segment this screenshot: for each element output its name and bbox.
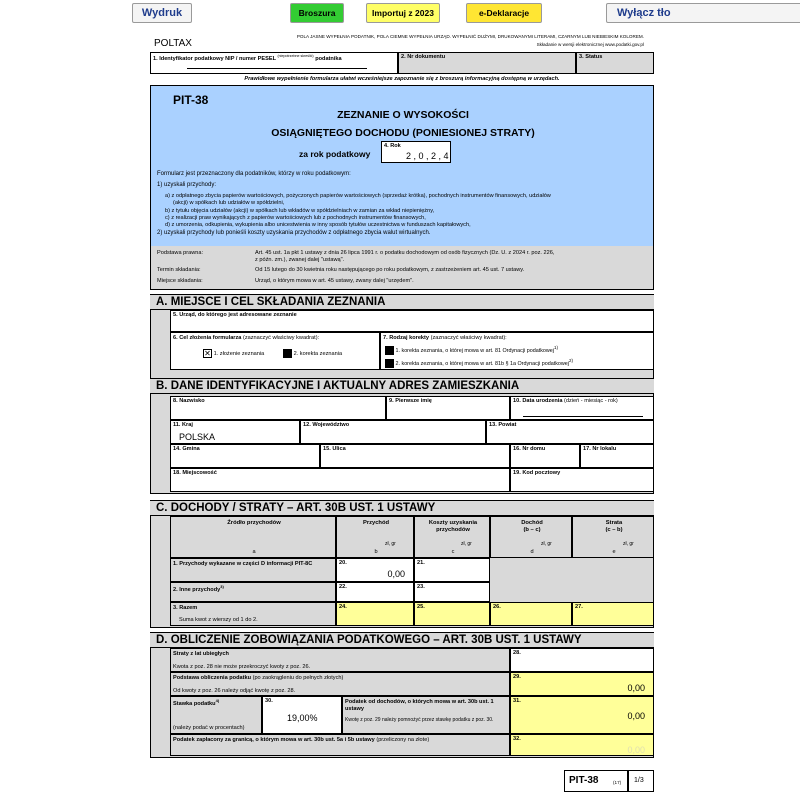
field-28[interactable] — [510, 648, 654, 672]
street-field[interactable] — [320, 444, 510, 468]
field-22-number: 22. — [339, 584, 347, 590]
row3-note: Suma kwot z wierszy od 1 do 2. — [179, 617, 258, 623]
year-value: 2 , 0 , 2 , 4 — [406, 151, 449, 161]
row2-label-cell — [170, 582, 336, 602]
field-30-value: 19,00% — [287, 713, 318, 723]
basis-label: Podstawa prawna: — [157, 250, 204, 256]
dochod-header-formula: (b – c) — [523, 527, 541, 533]
field-25-number: 25. — [417, 604, 425, 610]
correction-type-field — [380, 332, 654, 370]
section-d-title: D. OBLICZENIE ZOBOWIĄZANIA PODATKOWEGO – ART. 30B UST. 1 USTAWY — [150, 632, 654, 648]
surname-field[interactable] — [170, 396, 386, 420]
correction-81b-label: 2. korekta zeznania, o której mowa w art. 81b § 1a Ordynacji podatkowej — [395, 360, 569, 367]
checkbox-correction-81[interactable] — [385, 346, 394, 355]
field-29 — [510, 672, 654, 696]
col-source-header — [170, 516, 336, 558]
field-20-value: 0,00 — [387, 569, 405, 579]
field-27-number: 27. — [575, 604, 583, 610]
nip-pesel-field[interactable] — [150, 52, 398, 74]
municipality-field[interactable] — [170, 444, 320, 468]
strata-zl-gr: zł, gr — [623, 541, 634, 547]
poltax-label: POLTAX — [154, 38, 192, 49]
costs-zl-gr: zł, gr — [461, 541, 472, 547]
f11-label: 11. Kraj — [173, 422, 193, 428]
footer-code: PIT-38 — [569, 775, 599, 786]
basis-text-1: Art. 45 ust. 1a pkt 1 ustawy z dnia 26 lipca 1991 r. o podatku dochodowym od osób fizycznych (Dz. U. z 2024 r. poz. 226, — [255, 250, 555, 256]
pit38-form — [150, 28, 654, 800]
abroad-label: Podatek zapłacony za granicą, o którym mowa w art. 30b ust. 5a i 5b ustawy — [173, 737, 375, 743]
field-26-number: 26. — [493, 604, 501, 610]
f3-label: 3. Status — [579, 54, 603, 60]
rate-sup: 4) — [215, 698, 220, 703]
deadline-text: Od 15 lutego do 30 kwietnia roku następującego po roku podatkowym, z zastrzeżeniem art. 45 ust. 7 ustawy. — [255, 267, 525, 273]
row2-label: 2. Inne przychody — [173, 586, 221, 593]
col-income-header — [336, 516, 414, 558]
field-32-number: 32. — [513, 736, 521, 742]
intro-c: c) z realizacji praw wynikających z papierów wartościowych lub z pochodnych instrumentów finansowych, — [165, 215, 426, 221]
f1-label: 1. Identyfikator podatkowy NIP — [153, 55, 235, 62]
costs-header: Koszty uzyskania przychodów — [428, 520, 478, 534]
tax-label-cell — [342, 696, 510, 734]
field-23-number: 23. — [417, 584, 425, 590]
place-label: Miejsce składania: — [157, 278, 203, 284]
title-line2: OSIĄGNIĘTEGO DOCHODU (PONIESIONEJ STRATY) — [271, 127, 535, 139]
strata-header-formula: (c – b) — [605, 527, 623, 533]
place-text: Urząd, o którym mowa w art. 45 ustawy, zwany dalej "urzędem". — [255, 278, 414, 284]
footer-page: 1/3 — [634, 777, 644, 784]
legal-block — [150, 246, 654, 290]
fill-instructions: POLA JASNE WYPEŁNIA PODATNIK, POLA CIEMNE WYPEŁNIA URZĄD. WYPEŁNIĆ DUŻYMI, DRUKOWANYMI LITERAMI, CZARNYM LUB NIEBIESKIM KOLOREM. — [296, 34, 644, 39]
rate-label-cell — [170, 696, 262, 734]
country-value: POLSKA — [179, 432, 216, 442]
field-31-value: 0,00 — [627, 711, 645, 721]
loss-label: Straty z lat ubiegłych — [173, 651, 229, 657]
field-25 — [414, 602, 490, 626]
brochure-button[interactable]: Broszura — [290, 3, 344, 23]
f7-note: (zaznaczyć właściwy kwadrat): — [430, 335, 507, 341]
f10-note: (dzień - miesiąc - rok) — [564, 398, 618, 404]
tax-note: Kwotę z poz. 29 należy pomnożyć przez stawkę podatku z poz. 30. — [345, 717, 494, 723]
f6-note: (zaznaczyć właściwy kwadrat): — [242, 335, 320, 341]
f2-label: 2. Nr dokumentu — [401, 54, 446, 60]
correction-81b-sup: 2) — [569, 358, 574, 363]
form-code: PIT-38 — [173, 93, 209, 107]
field-28-number: 28. — [513, 650, 521, 656]
field-31 — [510, 696, 654, 734]
loss-label-cell — [170, 648, 510, 672]
abroad-note: (przeliczony na złote) — [376, 737, 430, 743]
section-b-title: B. DANE IDENTYFIKACYJNE I AKTUALNY ADRES ZAMIESZKANIA — [150, 378, 654, 394]
basis-text-2: z późn. zm.), zwanej dalej "ustawą". — [255, 257, 345, 263]
field-29-number: 29. — [513, 674, 521, 680]
f18-label: 18. Miejscowość — [173, 470, 217, 476]
checkbox-correction-81b[interactable] — [385, 359, 394, 368]
loss-note: Kwota z poz. 28 nie może przekroczyć kwoty z poz. 26. — [173, 664, 311, 670]
checkbox-correction[interactable] — [283, 349, 292, 358]
house-number-field[interactable] — [510, 444, 580, 468]
intro-d: d) z umorzenia, odkupienia, wykupienia albo unicestwienia w inny sposób tytułów uczestnictwa w funduszach kapitałowych, — [165, 222, 471, 228]
col-b-letter: b — [374, 549, 378, 555]
f7-label: 7. Rodzaj korekty — [383, 335, 430, 341]
f16-label: 16. Nr domu — [513, 446, 546, 452]
f4-label: 4. Rok — [384, 143, 401, 149]
intro-a2: (akcji) w spółkach lub udziałów w spółdzielni, — [173, 200, 285, 206]
col-a-letter: a — [252, 549, 256, 555]
checkbox-submission[interactable]: ✕ — [204, 349, 211, 358]
field-29-value: 0,00 — [627, 683, 645, 693]
section-a-title: A. MIEJSCE I CEL SKŁADANIA ZEZNANIA — [150, 294, 654, 310]
field-31-number: 31. — [513, 698, 521, 704]
field-20-number: 20. — [339, 560, 347, 566]
f14-label: 14. Gmina — [173, 446, 200, 452]
col-strata-header — [572, 516, 654, 558]
source-header: Źródło przychodów — [227, 520, 281, 526]
row1-label: 1. Przychody wykazane w części D informacji PIT-8C — [173, 561, 313, 567]
print-button[interactable]: Wydruk — [132, 3, 192, 23]
intro-lead: Formularz jest przeznaczony dla podatników, którzy w roku podatkowym: — [157, 171, 351, 177]
field-32[interactable] — [510, 734, 654, 756]
option-correction-label: 2. korekta zeznania — [293, 350, 343, 357]
year-field[interactable] — [381, 141, 451, 163]
e-declarations-button[interactable]: e-Deklaracje — [466, 3, 542, 23]
field-21-number: 21. — [417, 560, 425, 566]
f13-label: 13. Powiat — [489, 422, 517, 428]
country-field[interactable] — [170, 420, 300, 444]
status-field — [576, 52, 654, 74]
f8-label: 8. Nazwisko — [173, 398, 205, 404]
f9-label: 9. Pierwsze imię — [389, 398, 432, 404]
f17-label: 17. Nr lokalu — [583, 446, 617, 452]
f5-label: 5. Urząd, do którego jest adresowane zeznanie — [173, 312, 297, 318]
brochure-note: Prawidłowe wypełnienie formularza ułatwi wcześniejsze zapoznanie się z broszurą informacyjną dostępną w urzędach. — [244, 76, 560, 82]
section-c-title: C. DOCHODY / STRATY – ART. 30B UST. 1 USTAWY — [150, 500, 654, 516]
intro-p1: 1) uzyskali przychody: — [157, 182, 217, 188]
col-c-letter: c — [451, 549, 455, 555]
first-name-field[interactable] — [386, 396, 510, 420]
f6-label: 6. Cel złożenia formularza — [173, 335, 242, 341]
f1-note: (niepotrzebne skreślić) — [277, 54, 314, 58]
tax-office-field[interactable] — [170, 310, 654, 332]
rate-label: Stawka podatku — [173, 700, 216, 707]
import-button[interactable]: Importuj z 2023 — [366, 3, 440, 23]
f1-pesel: / numer PESEL — [235, 55, 276, 62]
apartment-number-field[interactable] — [580, 444, 654, 468]
field-21[interactable] — [414, 558, 490, 582]
row1-label-cell — [170, 558, 336, 582]
field-27 — [572, 602, 654, 626]
correction-81-label: 1. korekta zeznania, o której mowa w art. 81 Ordynacji podatkowej — [395, 347, 555, 354]
field-32-value: 0,00 — [627, 745, 645, 755]
postal-code-field[interactable] — [510, 468, 654, 492]
correction-81-sup: 1) — [554, 345, 559, 350]
col-dochod-header — [490, 516, 572, 558]
f19-label: 19. Kod pocztowy — [513, 470, 561, 476]
doc-number-field — [398, 52, 576, 74]
base-label-note: (po zaokrągleniu do pełnych złotych) — [252, 675, 344, 681]
deadline-label: Termin składania: — [157, 267, 201, 273]
abroad-label-cell — [170, 734, 510, 756]
f10-label: 10. Data urodzenia — [513, 398, 563, 404]
nip-digit-ticks — [187, 65, 367, 69]
base-label: Podstawa obliczenia podatku — [173, 675, 252, 681]
f12-label: 12. Województwo — [303, 422, 350, 428]
field-30[interactable] — [262, 696, 342, 734]
income-header: Przychód — [362, 520, 390, 526]
footer-page-cell — [628, 770, 654, 792]
f15-label: 15. Ulica — [323, 446, 346, 452]
field-24 — [336, 602, 414, 626]
field-23[interactable] — [414, 582, 490, 602]
row3-label: 3. Razem — [173, 605, 198, 611]
income-zl-gr: zł, gr — [385, 541, 396, 547]
col-costs-header — [414, 516, 490, 558]
intro-b: b) z tytułu objęcia udziałów (akcji) w spółkach lub wkładów w spółdzielniach w zamian za wkład niepieniężny, — [165, 208, 435, 214]
county-field[interactable] — [486, 420, 654, 444]
rate-note: (należy podać w procentach) — [173, 725, 245, 731]
purpose-field — [170, 332, 380, 370]
tax-year-label: za rok podatkowy — [299, 149, 371, 159]
col-d-letter: d — [530, 549, 534, 555]
disable-background-button[interactable]: Wyłącz tło — [606, 3, 800, 23]
dochod-zl-gr: zł, gr — [541, 541, 552, 547]
published-note: Składanie w wersji elektronicznej www.podatki.gov.pl — [536, 42, 644, 47]
footer-code-cell — [564, 770, 628, 792]
city-field[interactable] — [170, 468, 510, 492]
voivodeship-field[interactable] — [300, 420, 486, 444]
footer-version: (17) — [613, 780, 622, 785]
birth-date-ticks — [523, 413, 643, 417]
intro-a1: a) z odpłatnego zbycia papierów wartościowych, pożyczonych papierów wartościowych (sprzedaż krótka), pochodnych instrumentów finansowych, udziałów — [165, 193, 551, 199]
col-e-letter: e — [612, 549, 616, 555]
base-note: Od kwoty z poz. 26 należy odjąć kwotę z poz. 28. — [173, 688, 296, 694]
option-submission-label: 1. złożenie zeznania — [213, 350, 265, 357]
row2-sup: 3) — [220, 584, 224, 589]
field-24-number: 24. — [339, 604, 347, 610]
dochod-header: Dochód — [521, 520, 543, 526]
intro-p2: 2) uzyskali przychody lub ponieśli koszty uzyskania przychodów z odpłatnego zbycia walut wirtualnych. — [157, 230, 431, 236]
f1-suffix: podatnika — [315, 55, 342, 62]
tax-label: Podatek od dochodów, o których mowa w art. 30b ust. 1 ustawy — [345, 699, 494, 712]
title-line1: ZEZNANIE O WYSOKOŚCI — [337, 109, 469, 121]
field-22[interactable] — [336, 582, 414, 602]
row3-label-cell — [170, 602, 336, 626]
field-30-number: 30. — [265, 698, 273, 704]
strata-header: Strata — [605, 520, 623, 526]
toolbar — [0, 0, 800, 26]
field-26 — [490, 602, 572, 626]
field-20[interactable] — [336, 558, 414, 582]
base-label-cell — [170, 672, 510, 696]
birth-date-field[interactable] — [510, 396, 654, 420]
